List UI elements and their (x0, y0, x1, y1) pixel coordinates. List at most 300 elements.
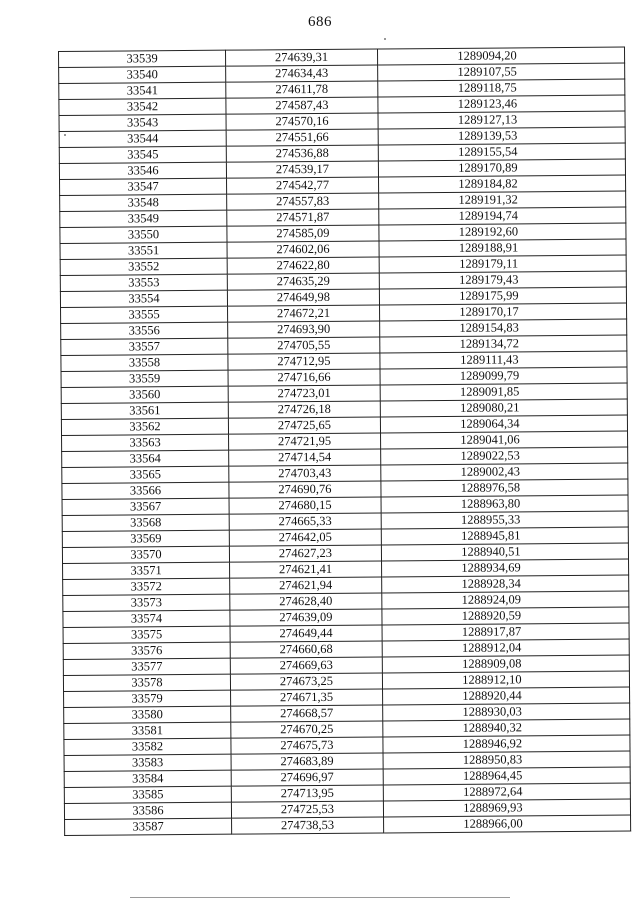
point-number-cell (63, 642, 230, 659)
x-coordinate-cell (227, 257, 379, 274)
y-coordinate-cell (381, 479, 628, 497)
point-number-cell (59, 82, 226, 99)
cell-text: 1289041,06 (460, 432, 520, 447)
cell-text: 33544 (127, 131, 159, 146)
point-number-cell (64, 690, 231, 707)
y-coordinate-cell (380, 399, 627, 417)
cell-text: 33550 (127, 227, 160, 242)
cell-text: 274725,65 (277, 417, 332, 433)
y-coordinate-cell (379, 207, 626, 225)
cell-text: 274557,83 (276, 193, 330, 209)
point-number-cell (62, 482, 229, 499)
cell-text: 33558 (128, 355, 161, 370)
point-number-cell (61, 338, 228, 355)
cell-text: 1288920,59 (461, 608, 522, 623)
point-number-cell (61, 386, 228, 403)
point-number-cell (61, 418, 228, 435)
cell-text: 33571 (130, 563, 162, 578)
x-coordinate-cell (227, 225, 379, 242)
y-coordinate-cell (381, 447, 628, 465)
point-number-cell (63, 562, 230, 579)
cell-text: 274628,40 (279, 593, 333, 609)
point-number-cell (59, 50, 226, 67)
point-number-cell (63, 626, 230, 643)
x-coordinate-cell (230, 561, 382, 578)
x-coordinate-cell (229, 449, 381, 466)
cell-text: 33569 (130, 531, 162, 546)
coordinates-table-body (59, 47, 631, 835)
cell-text: 33576 (131, 643, 163, 658)
cell-text: 33547 (127, 179, 159, 194)
cell-text: 1289170,17 (459, 304, 519, 319)
x-coordinate-cell (231, 705, 383, 722)
x-coordinate-cell (226, 81, 378, 98)
cell-text: 274671,35 (279, 689, 334, 705)
cell-text: 1289179,43 (459, 272, 519, 287)
point-number-cell (59, 130, 226, 147)
x-coordinate-cell (229, 465, 381, 482)
cell-text: 33553 (128, 275, 160, 290)
point-number-cell (60, 194, 227, 211)
y-coordinate-cell (379, 239, 626, 257)
cell-text: 274627,23 (278, 545, 333, 561)
y-coordinate-cell (382, 575, 629, 593)
cell-text: 1289184,82 (458, 176, 518, 191)
point-number-cell (60, 290, 227, 307)
y-coordinate-cell (380, 319, 627, 337)
point-number-cell (62, 530, 229, 547)
x-coordinate-cell (226, 129, 378, 146)
cell-text: 274611,78 (275, 81, 329, 97)
cell-text: 274672,21 (276, 305, 331, 321)
cell-text: 1289111,43 (460, 352, 519, 367)
point-number-cell (62, 434, 229, 451)
y-coordinate-cell (381, 495, 628, 513)
cell-text: 274680,15 (278, 497, 332, 513)
point-number-cell (60, 226, 227, 243)
cell-text: 274738,53 (280, 817, 335, 833)
cell-text: 1289134,72 (459, 336, 520, 351)
cell-text: 1289080,21 (460, 400, 520, 415)
x-coordinate-cell (228, 401, 380, 418)
y-coordinate-cell (382, 607, 629, 625)
cell-text: 274571,87 (276, 209, 330, 225)
y-coordinate-cell (384, 815, 631, 833)
point-number-cell (59, 114, 226, 131)
cell-text: 274622,80 (276, 257, 330, 273)
cell-text: 274639,31 (274, 49, 329, 65)
cell-text: 1289022,53 (460, 448, 520, 463)
cell-text: 274726,18 (277, 401, 331, 417)
cell-text: 1288950,83 (462, 752, 523, 767)
point-number-cell (63, 674, 230, 691)
y-coordinate-cell (380, 367, 627, 385)
x-coordinate-cell (225, 49, 377, 66)
coordinates-table (58, 47, 631, 836)
x-coordinate-cell (231, 753, 383, 770)
cell-text: 33560 (129, 387, 161, 402)
point-number-cell (60, 258, 227, 275)
y-coordinate-cell (383, 687, 630, 705)
cell-text: 33568 (130, 515, 162, 530)
point-number-cell (62, 546, 229, 563)
point-number-cell (64, 722, 231, 739)
cell-text: 33584 (132, 771, 164, 786)
cell-text: 1289179,11 (459, 256, 519, 271)
cell-text: 274635,29 (276, 273, 330, 289)
cell-text: 1289194,74 (458, 208, 519, 223)
cell-text: 1288940,32 (462, 720, 523, 735)
point-number-cell (59, 66, 226, 83)
y-coordinate-cell (379, 255, 626, 273)
cell-text: 1289170,89 (458, 160, 518, 175)
cell-text: 274602,06 (276, 241, 330, 257)
cell-text: 33542 (126, 99, 159, 114)
cell-text: 1288924,09 (461, 592, 522, 607)
x-coordinate-cell (228, 417, 380, 434)
x-coordinate-cell (231, 769, 383, 786)
y-coordinate-cell (381, 527, 628, 545)
cell-text: 274670,25 (280, 721, 334, 737)
cell-text: 33578 (131, 675, 163, 690)
cell-text: 274705,55 (277, 337, 331, 353)
cell-text: 274721,95 (277, 433, 332, 449)
cell-text: 274716,66 (277, 369, 331, 385)
point-number-cell (60, 242, 227, 259)
cell-text: 33554 (128, 291, 160, 306)
cell-text: 274539,17 (275, 161, 330, 177)
cell-text: 1288946,92 (462, 736, 523, 751)
y-coordinate-cell (378, 95, 625, 113)
cell-text: 33586 (132, 803, 164, 818)
x-coordinate-cell (227, 241, 379, 258)
point-number-cell (59, 146, 226, 163)
x-coordinate-cell (230, 609, 382, 626)
page-number: 686 (308, 14, 332, 30)
cell-text: 33575 (130, 627, 163, 642)
cell-text: 274536,88 (275, 145, 329, 161)
cell-text: 1289118,75 (457, 80, 517, 95)
x-coordinate-cell (231, 721, 383, 738)
y-coordinate-cell (378, 79, 625, 97)
x-coordinate-cell (229, 545, 381, 562)
x-coordinate-cell (230, 641, 382, 658)
y-coordinate-cell (380, 303, 627, 321)
cell-text: 274683,89 (280, 753, 334, 769)
scan-edge-line (130, 897, 510, 898)
y-coordinate-cell (378, 111, 625, 129)
y-coordinate-cell (381, 431, 628, 449)
x-coordinate-cell (228, 385, 380, 402)
cell-text: 1288945,81 (461, 528, 521, 543)
cell-text: 274713,95 (280, 785, 334, 801)
cell-text: 1288909,08 (462, 656, 522, 671)
cell-text: 33572 (130, 579, 162, 594)
cell-text: 33557 (128, 339, 161, 354)
cell-text: 1288934,69 (461, 560, 521, 575)
x-coordinate-cell (229, 513, 381, 530)
cell-text: 274693,90 (277, 321, 331, 337)
cell-text: 33574 (130, 611, 163, 626)
cell-text: 1288955,33 (460, 512, 521, 527)
cell-text: 274673,25 (279, 673, 334, 689)
cell-text: 33579 (131, 691, 163, 706)
point-number-cell (64, 802, 231, 819)
x-coordinate-cell (230, 577, 382, 594)
cell-text: 274634,43 (275, 65, 329, 81)
cell-text: 1288969,93 (463, 800, 523, 815)
cell-text: 33562 (129, 419, 161, 434)
cell-text: 1288966,00 (463, 816, 523, 831)
cell-text: 33552 (128, 259, 160, 274)
point-number-cell (62, 450, 229, 467)
cell-text: 1289155,54 (458, 144, 518, 159)
cell-text: 33577 (131, 659, 163, 674)
cell-text: 1289139,53 (457, 128, 518, 143)
y-coordinate-cell (378, 127, 625, 145)
cell-text: 1289154,83 (459, 320, 519, 335)
y-coordinate-cell (381, 463, 628, 481)
cell-text: 33551 (127, 243, 160, 258)
y-coordinate-cell (380, 335, 627, 353)
y-coordinate-cell (383, 719, 630, 737)
cell-text: 274669,63 (279, 657, 333, 673)
x-coordinate-cell (226, 113, 378, 130)
point-number-cell (60, 178, 227, 195)
point-number-cell (65, 818, 232, 835)
cell-text: 1289107,55 (457, 64, 517, 79)
y-coordinate-cell (382, 671, 629, 689)
cell-text: 1288928,34 (461, 576, 521, 591)
cell-text: 33565 (129, 467, 162, 482)
scan-speck (64, 134, 66, 136)
cell-text: 274723,01 (277, 385, 331, 401)
cell-text: 1288912,10 (462, 672, 522, 687)
cell-text: 274649,98 (276, 289, 331, 305)
x-coordinate-cell (226, 65, 378, 82)
cell-text: 33561 (129, 403, 161, 418)
y-coordinate-cell (381, 543, 628, 561)
cell-text: 1288912,04 (461, 640, 522, 655)
cell-text: 274696,97 (280, 769, 334, 785)
cell-text: 33564 (129, 451, 161, 466)
cell-text: 33545 (127, 147, 159, 162)
cell-text: 33581 (131, 723, 164, 738)
cell-text: 1288917,87 (461, 624, 522, 639)
cell-text: 1289175,99 (459, 288, 519, 303)
point-number-cell (61, 402, 228, 419)
cell-text: 1288976,58 (460, 480, 521, 495)
x-coordinate-cell (228, 321, 380, 338)
x-coordinate-cell (231, 801, 383, 818)
cell-text: 274639,09 (279, 609, 333, 625)
cell-text: 1288963,80 (460, 496, 521, 511)
x-coordinate-cell (227, 209, 379, 226)
y-coordinate-cell (379, 191, 626, 209)
point-number-cell (61, 370, 228, 387)
point-number-cell (59, 162, 226, 179)
cell-text: 274703,43 (278, 465, 332, 481)
x-coordinate-cell (230, 625, 382, 642)
y-coordinate-cell (382, 591, 629, 609)
y-coordinate-cell (378, 63, 625, 81)
x-coordinate-cell (230, 593, 382, 610)
cell-text: 1289094,20 (457, 48, 517, 63)
x-coordinate-cell (230, 673, 382, 690)
y-coordinate-cell (382, 623, 629, 641)
y-coordinate-cell (380, 351, 627, 369)
x-coordinate-cell (228, 337, 380, 354)
cell-text: 274551,66 (275, 129, 329, 145)
x-coordinate-cell (226, 161, 378, 178)
cell-text: 33580 (131, 707, 163, 722)
point-number-cell (64, 738, 231, 755)
cell-text: 274621,41 (278, 561, 333, 577)
x-coordinate-cell (229, 433, 381, 450)
cell-text: 274649,44 (279, 625, 333, 641)
cell-text: 1289064,34 (460, 416, 520, 431)
point-number-cell (64, 786, 231, 803)
point-number-cell (62, 514, 229, 531)
point-number-cell (59, 98, 226, 115)
cell-text: 1289192,60 (458, 224, 519, 239)
x-coordinate-cell (227, 289, 379, 306)
y-coordinate-cell (383, 767, 630, 785)
cell-text: 274542,77 (275, 177, 330, 193)
y-coordinate-cell (378, 143, 625, 161)
point-number-cell (60, 274, 227, 291)
cell-text: 274570,16 (275, 113, 329, 129)
cell-text: 1288940,51 (461, 544, 521, 559)
point-number-cell (61, 322, 228, 339)
point-number-cell (63, 610, 230, 627)
point-number-cell (64, 770, 231, 787)
point-number-cell (60, 210, 227, 227)
cell-text: 33546 (127, 163, 159, 178)
point-number-cell (62, 466, 229, 483)
point-number-cell (64, 706, 231, 723)
x-coordinate-cell (228, 305, 380, 322)
x-coordinate-cell (226, 97, 378, 114)
cell-text: 1289002,43 (460, 464, 521, 479)
x-coordinate-cell (230, 657, 382, 674)
y-coordinate-cell (382, 559, 629, 577)
cell-text: 33556 (128, 323, 160, 338)
cell-text: 1289127,13 (457, 112, 518, 127)
point-number-cell (64, 754, 231, 771)
cell-text: 274665,33 (278, 513, 332, 529)
point-number-cell (62, 498, 229, 515)
x-coordinate-cell (227, 193, 379, 210)
y-coordinate-cell (378, 159, 625, 177)
cell-text: 274725,53 (280, 801, 335, 817)
cell-text: 1288972,64 (463, 784, 523, 799)
y-coordinate-cell (377, 47, 624, 65)
y-coordinate-cell (379, 271, 626, 289)
point-number-cell (63, 594, 230, 611)
cell-text: 1289123,46 (457, 96, 518, 111)
y-coordinate-cell (378, 175, 625, 193)
y-coordinate-cell (383, 783, 630, 801)
cell-text: 274690,76 (278, 481, 332, 497)
scan-speck (384, 38, 386, 40)
cell-text: 1288920,44 (462, 688, 522, 703)
cell-text: 274587,43 (275, 97, 329, 113)
point-number-cell (63, 578, 230, 595)
y-coordinate-cell (380, 415, 627, 433)
cell-text: 33541 (126, 83, 158, 98)
y-coordinate-cell (382, 655, 629, 673)
cell-text: 33570 (130, 547, 162, 562)
cell-text: 33555 (128, 307, 160, 322)
cell-text: 33548 (127, 195, 159, 210)
x-coordinate-cell (228, 353, 380, 370)
y-coordinate-cell (381, 511, 628, 529)
cell-text: 33563 (129, 435, 161, 450)
point-number-cell (61, 354, 228, 371)
y-coordinate-cell (383, 751, 630, 769)
cell-text: 274621,94 (279, 577, 333, 593)
cell-text: 33567 (129, 499, 162, 514)
cell-text: 1288964,45 (462, 768, 523, 783)
cell-text: 274642,05 (278, 529, 332, 545)
x-coordinate-cell (229, 529, 381, 546)
cell-text: 33585 (132, 787, 164, 802)
cell-text: 33559 (128, 371, 161, 386)
cell-text: 1289191,32 (458, 192, 518, 207)
cell-text: 33583 (131, 755, 164, 770)
x-coordinate-cell (229, 481, 381, 498)
cell-text: 33573 (130, 595, 163, 610)
x-coordinate-cell (231, 737, 383, 754)
x-coordinate-cell (227, 177, 379, 194)
x-coordinate-cell (227, 273, 379, 290)
x-coordinate-cell (231, 785, 383, 802)
cell-text: 33540 (126, 67, 158, 82)
cell-text: 274714,54 (278, 449, 332, 465)
cell-text: 1288930,03 (462, 704, 522, 719)
x-coordinate-cell (226, 145, 378, 162)
cell-text: 33549 (127, 211, 159, 226)
cell-text: 274660,68 (279, 641, 333, 657)
y-coordinate-cell (379, 287, 626, 305)
point-number-cell (61, 306, 228, 323)
y-coordinate-cell (382, 639, 629, 657)
cell-text: 274712,95 (277, 353, 331, 369)
y-coordinate-cell (383, 703, 630, 721)
cell-text: 33543 (126, 115, 159, 130)
x-coordinate-cell (229, 497, 381, 514)
x-coordinate-cell (228, 369, 380, 386)
cell-text: 33582 (131, 739, 164, 754)
cell-text: 1289099,79 (459, 368, 520, 383)
x-coordinate-cell (232, 817, 384, 834)
y-coordinate-cell (383, 735, 630, 753)
cell-text: 33587 (132, 819, 164, 834)
cell-text: 274585,09 (276, 225, 330, 241)
cell-text: 33539 (126, 51, 158, 66)
cell-text: 33566 (129, 483, 162, 498)
y-coordinate-cell (379, 223, 626, 241)
x-coordinate-cell (231, 689, 383, 706)
cell-text: 1289188,91 (458, 240, 519, 255)
y-coordinate-cell (380, 383, 627, 401)
cell-text: 1289091,85 (459, 384, 520, 399)
cell-text: 274668,57 (280, 705, 334, 721)
cell-text: 274675,73 (280, 737, 334, 753)
point-number-cell (63, 658, 230, 675)
y-coordinate-cell (383, 799, 630, 817)
